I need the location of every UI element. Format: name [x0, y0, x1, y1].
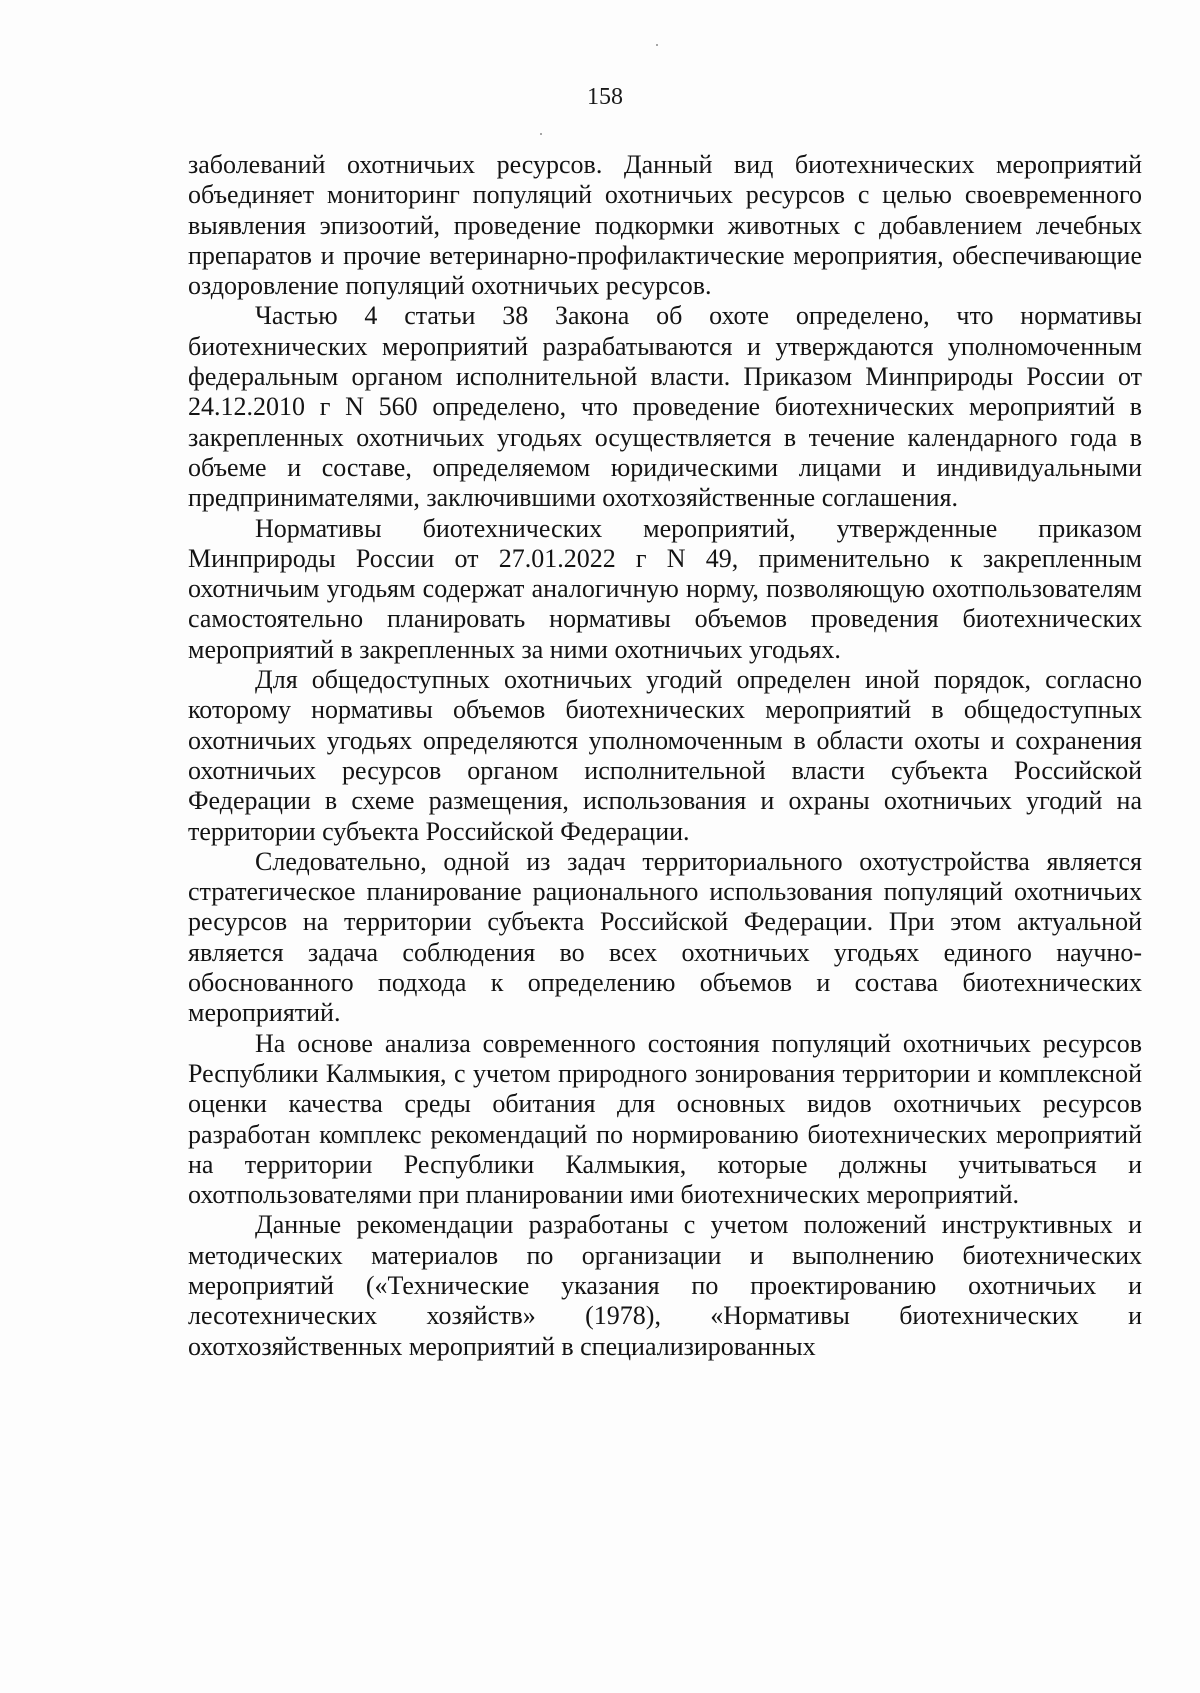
paragraph: Для общедоступных охотничьих угодий определен иной порядок, согласно которому нормативы объемов биотехнических мероприятий в общедоступных охотничьих угодьях определяются уполномоченным в области охоты и сохранения охотничьих ресурсов органом исполнительной власти субъекта Российской Федерации в схеме размещения, использования и охраны охотничьих угодий на территории субъекта Российской Федерации. [188, 665, 1142, 846]
paragraph: Частью 4 статьи 38 Закона об охоте определено, что нормативы биотехнических мероприятий разрабатываются и утверждаются уполномоченным федеральным органом исполнительной власти. Приказом Минприроды России от 24.12.2010 г N 560 определено, что проведение биотехнических мероприятий в закрепленных охотничьих угодьях осуществляется в течение календарного года в объеме и составе, определяемом юридическими лицами и индивидуальными предпринимателями, заключившими охотхозяйственные соглашения. [188, 301, 1142, 513]
paragraph: На основе анализа современного состояния популяций охотничьих ресурсов Республики Калмыкия, с учетом природного зонирования территории и комплексной оценки качества среды обитания для основных видов охотничьих ресурсов разработан комплекс рекомендаций по нормированию биотехнических мероприятий на территории Республики Калмыкия, которые должны учитываться и охотпользователями при планировании ими биотехнических мероприятий. [188, 1028, 1142, 1210]
page-number: 158 [587, 84, 623, 110]
paragraph: Данные рекомендации разработаны с учетом положений инструктивных и методических материалов по организации и выполнению биотехнических мероприятий («Технические указания по проектированию охотничьих и лесотехнических хозяйств» (1978), «Нормативы биотехнических и охотхозяйственных мероприятий в специализированных [188, 1210, 1142, 1361]
paragraph: Нормативы биотехнических мероприятий, утвержденные приказом Минприроды России от 27.01.2022 г N 49, применительно к закрепленным охотничьим угодьям содержат аналогичную норму, позволяющую охотпользователям самостоятельно планировать нормативы объемов проведения биотехнических мероприятий в закрепленных за ними охотничьих угодьях. [188, 513, 1142, 664]
scan-speck [540, 133, 542, 135]
paragraph: заболеваний охотничьих ресурсов. Данный вид биотехнических мероприятий объединяет мониторинг популяций охотничьих ресурсов с целью своевременного выявления эпизоотий, проведение подкормки животных с добавлением лечебных препаратов и прочие ветеринарно-профилактические мероприятия, обеспечивающие оздоровление популяций охотничьих ресурсов. [188, 150, 1142, 301]
document-body [188, 150, 1142, 1362]
paragraph: Следовательно, одной из задач территориального охотустройства является стратегическое планирование рационального использования популяций охотничьих ресурсов на территории субъекта Российской Федерации. При этом актуальной является задача соблюдения во всех охотничьих угодьях единого научно-обоснованного подхода к определению объемов и состава биотехнических мероприятий. [188, 846, 1142, 1028]
scan-speck [656, 44, 658, 46]
